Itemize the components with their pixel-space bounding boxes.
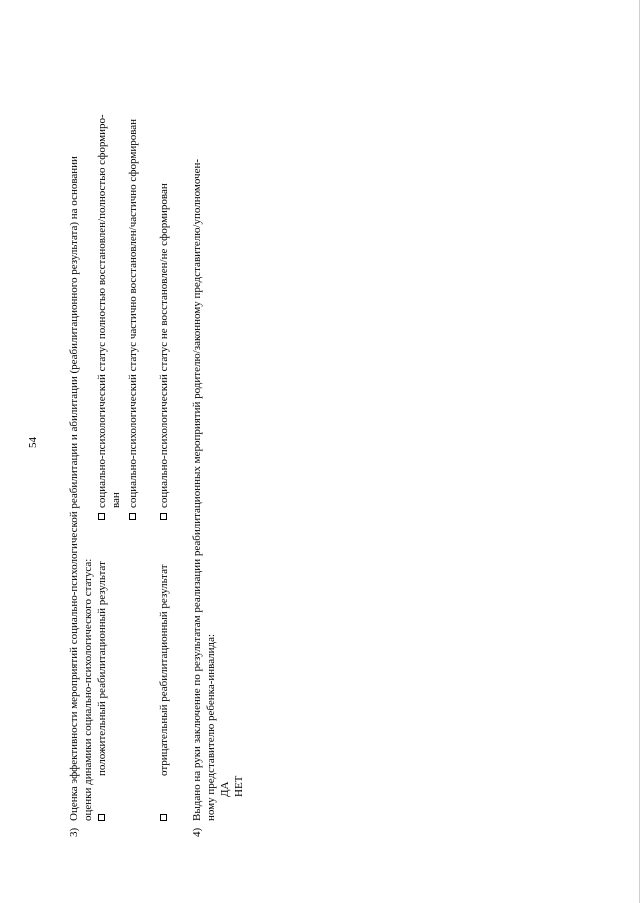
section-4-heading-line2: ному представителю ребенка-инвалида:: [205, 633, 217, 821]
positive-option-partial-row: [126, 119, 140, 520]
negative-option-checkbox[interactable]: [160, 513, 167, 520]
answer-yes: ДА: [219, 781, 231, 797]
positive-option-full-row: [95, 114, 109, 520]
positive-option-partial-text: социально-психологический статус частично восстановлен/частично сформирован: [127, 118, 139, 508]
positive-option-full-text: социально-психологический статус полностью восстановлен/полностью сформиро-: [96, 114, 108, 508]
positive-option-full-text-cont: ван: [110, 492, 122, 508]
page-number: 54: [27, 437, 39, 448]
section-4-heading-line1: Выдано на руки заключение по результатам реализации реабилитационных мероприятий родителю/законному представителю/уполномочен-: [191, 158, 203, 821]
section-3-heading-line2: оценки динамики социально-психологического статуса:: [82, 558, 94, 821]
positive-result-label: положительный реабилитационный результат: [96, 561, 108, 776]
negative-result-row: [157, 809, 171, 821]
positive-result-row: [95, 809, 109, 821]
section-3-number: 3): [68, 827, 80, 837]
positive-option-full-checkbox[interactable]: [98, 513, 105, 520]
answer-no: НЕТ: [233, 775, 245, 797]
negative-option-row: [157, 183, 171, 520]
negative-option-text: социально-психологический статус не восстановлен/не сформирован: [158, 183, 170, 508]
negative-result-label: отрицательный реабилитационный результат: [158, 564, 170, 776]
positive-option-partial-checkbox[interactable]: [129, 513, 136, 520]
section-4-number: 4): [191, 827, 203, 837]
positive-result-checkbox[interactable]: [98, 814, 105, 821]
negative-result-checkbox[interactable]: [160, 814, 167, 821]
section-3-heading-line1: Оценка эффективности мероприятий социально-психологической реабилитации и абилитации (реабилитационного результата) на основании: [68, 156, 80, 821]
